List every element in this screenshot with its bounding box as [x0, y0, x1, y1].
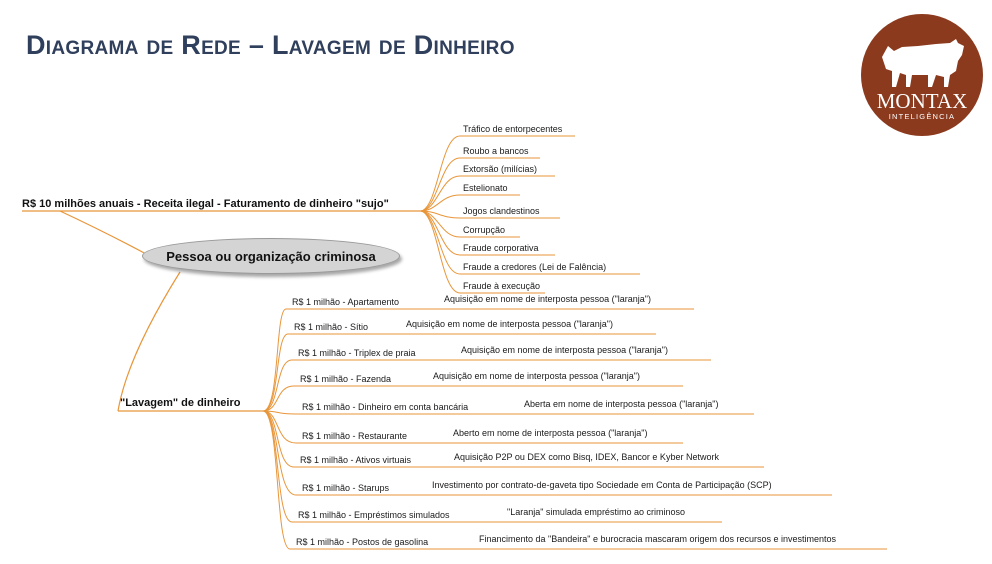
- revenue-item-connector: [420, 176, 460, 211]
- logo-subtitle: INTELIGÊNCIA: [888, 112, 956, 121]
- method-label: Aberto em nome de interposta pessoa ("laranja"): [453, 428, 648, 438]
- asset-label: R$ 1 milhão - Triplex de praia: [298, 348, 416, 358]
- asset-label: R$ 1 milhão - Postos de gasolina: [296, 537, 429, 547]
- asset-label: R$ 1 milhão - Ativos virtuais: [300, 455, 412, 465]
- method-label: "Laranja" simulada empréstimo ao criminoso: [507, 507, 685, 517]
- method-label: Aquisição em nome de interposta pessoa ("laranja"): [461, 345, 668, 355]
- logo-name: MONTAX: [876, 89, 968, 113]
- method-label: Aquisição em nome de interposta pessoa ("laranja"): [433, 371, 640, 381]
- laundering-connector: [118, 272, 180, 411]
- method-label: Aquisição em nome de interposta pessoa ("laranja"): [444, 294, 651, 304]
- method-label: Aberta em nome de interposta pessoa ("laranja"): [524, 399, 719, 409]
- laundering-branch-label: "Lavagem" de dinheiro: [120, 397, 241, 409]
- laundering-item-connector: [263, 411, 292, 522]
- revenue-item-connector: [420, 211, 460, 274]
- asset-label: R$ 1 milhão - Restaurante: [302, 431, 408, 441]
- revenue-item: Tráfico de entorpecentes: [463, 124, 563, 134]
- asset-label: R$ 1 milhão - Fazenda: [300, 374, 392, 384]
- revenue-item: Fraude à execução: [463, 281, 541, 291]
- asset-label: R$ 1 milhão - Starups: [302, 483, 390, 493]
- revenue-item-connector: [420, 211, 460, 293]
- method-label: Aquisição P2P ou DEX como Bisq, IDEX, Bancor e Kyber Network: [454, 452, 719, 462]
- revenue-branch-label: R$ 10 milhões anuais - Receita ilegal - Faturamento de dinheiro "sujo": [22, 198, 389, 210]
- asset-label: R$ 1 milhão - Sítio: [294, 322, 369, 332]
- asset-label: R$ 1 milhão - Dinheiro em conta bancária: [302, 402, 469, 412]
- revenue-item: Extorsão (milícias): [463, 164, 538, 174]
- revenue-item: Fraude a credores (Lei de Falência): [463, 262, 607, 272]
- method-label: Investimento por contrato-de-gaveta tipo Sociedade em Conta de Participação (SCP): [432, 480, 772, 490]
- revenue-item: Roubo a bancos: [463, 146, 529, 156]
- revenue-item: Jogos clandestinos: [463, 206, 540, 216]
- revenue-item: Fraude corporativa: [463, 243, 539, 253]
- revenue-item: Estelionato: [463, 183, 508, 193]
- asset-label: R$ 1 milhão - Apartamento: [292, 297, 400, 307]
- revenue-item: Corrupção: [463, 225, 506, 235]
- method-label: Aquisição em nome de interposta pessoa ("laranja"): [406, 319, 613, 329]
- revenue-item-connector: [420, 136, 460, 211]
- asset-label: R$ 1 milhão - Empréstimos simulados: [298, 510, 450, 520]
- method-label: Financimento da "Bandeira" e burocracia mascaram origem dos recursos e investimentos: [479, 534, 837, 544]
- central-node: Pessoa ou organização criminosa: [142, 238, 400, 274]
- page-title: Diagrama de Rede – Lavagem de Dinheiro: [26, 30, 515, 60]
- revenue-connector: [60, 211, 148, 255]
